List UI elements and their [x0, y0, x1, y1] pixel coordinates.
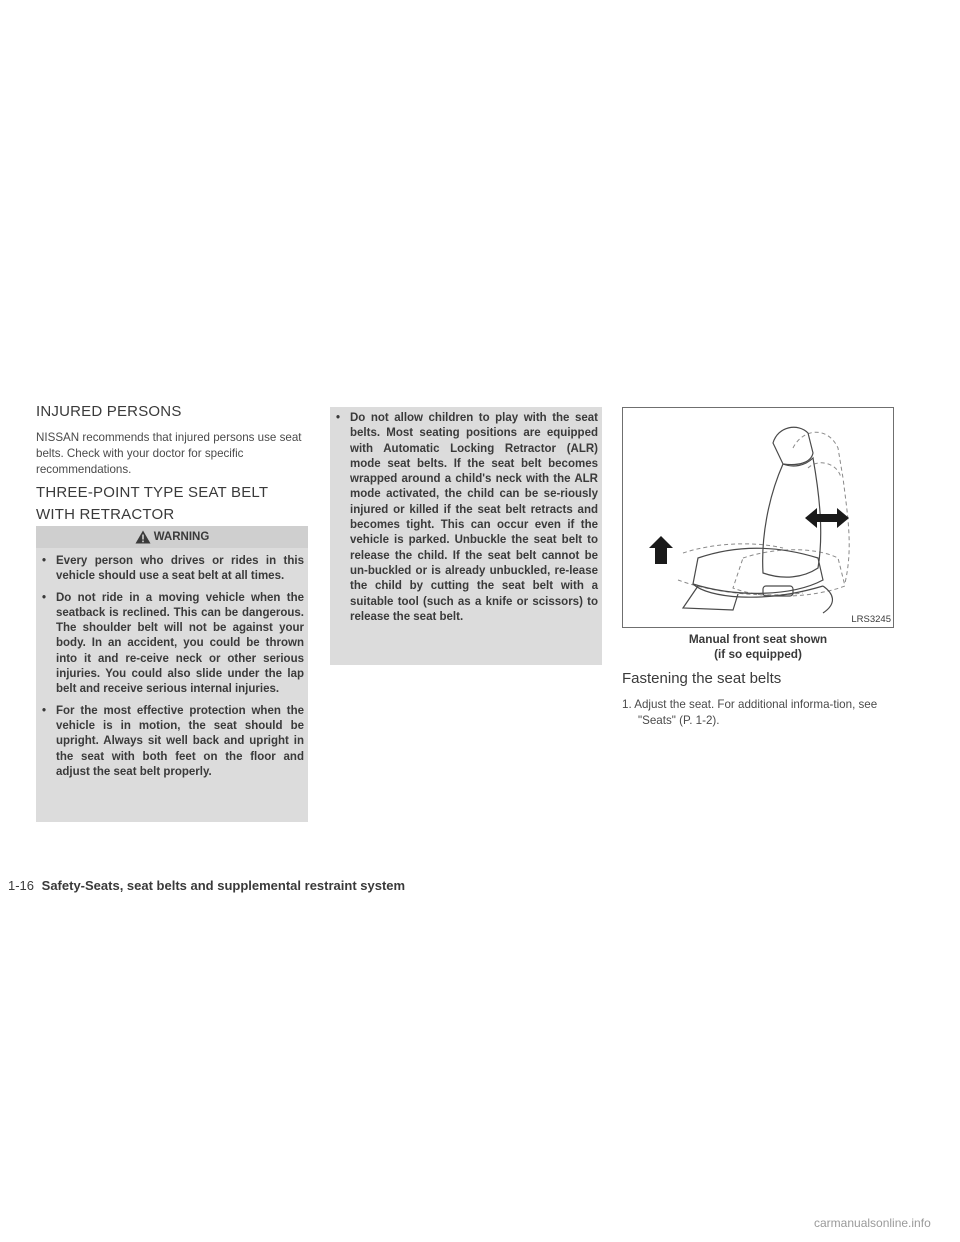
warning-item: [42, 704, 304, 780]
warning-box-continued: [330, 407, 602, 665]
caption-line: Manual front seat shown: [688, 632, 828, 646]
warning-list: [42, 554, 304, 786]
bullet: •: [42, 591, 47, 604]
section-intro: NISSAN recommends that injured persons use seat belts. Check with your doctor for specific recommendations.: [36, 431, 302, 476]
watermark: carmanualsonline.info: [814, 1216, 931, 1230]
warning-box: [36, 526, 308, 822]
warning-header: [36, 526, 308, 548]
figure-caption: [622, 632, 894, 662]
warning-item-text: Do not allow children to play with the seat belts. Most seating positions are equipped with Automatic Locking Retractor (ALR) mode seat belts. If the seat belt becomes wrapped around a child's neck with the ALR mode activated, the child can be se-riously injured or killed if the seat belt retracts and becomes tight. This can occur even if the vehicle is parked. Unbuckle the seat belt to release the child. If the seat belt cannot be un-buckled or is already unbuckled, re-lease the child by cutting the seat belt with a suitable tool (such as a knife or scissors) to release the seat belt.: [350, 412, 598, 623]
warning-list-continued: [336, 411, 598, 631]
warning-label: WARNING: [153, 531, 210, 543]
bullet: •: [336, 412, 341, 424]
subsection-heading: THREE-POINT TYPE SEAT BELT WITH RETRACTOR: [36, 484, 268, 523]
double-arrow-icon: [805, 508, 849, 528]
warning-item-text: Every person who drives or rides in this vehicle should use a seat belt at all times.: [56, 555, 304, 583]
figure-code: LRS3245: [851, 614, 891, 625]
section-heading: INJURED PERSONS: [36, 403, 182, 420]
bullet: •: [42, 555, 47, 567]
page-footer: [8, 878, 405, 893]
warning-item: [42, 554, 304, 585]
warning-item: [42, 591, 304, 698]
warning-icon: [135, 530, 151, 544]
up-arrow-icon: [649, 536, 673, 564]
fastening-heading: Fastening the seat belts: [622, 670, 782, 687]
bullet: •: [42, 704, 47, 717]
seat-illustration: [623, 408, 893, 627]
footer-title: Safety-Seats, seat belts and supplemental restraint system: [41, 878, 406, 893]
caption-line: (if so equipped): [714, 647, 802, 661]
seat-figure: [622, 407, 894, 628]
warning-item-text: For the most effective protection when the vehicle is in motion, the seat should be upright. Always sit well back and upright in the seat with both feet on the floor and adjust the seat belt properly.: [56, 704, 304, 778]
page-number: 1-16: [8, 878, 35, 893]
fastening-step: 1. Adjust the seat. For additional informa-tion, see "Seats" (P. 1-2).: [622, 698, 878, 727]
warning-item-text: Do not ride in a moving vehicle when the seatback is reclined. This can be dangerous. The shoulder belt will not be against your body. In an accident, you could be thrown into it and re-ceive neck or other serious injuries. You could also slide under the lap belt and receive serious internal injuries.: [56, 591, 304, 696]
warning-item: [336, 411, 598, 625]
